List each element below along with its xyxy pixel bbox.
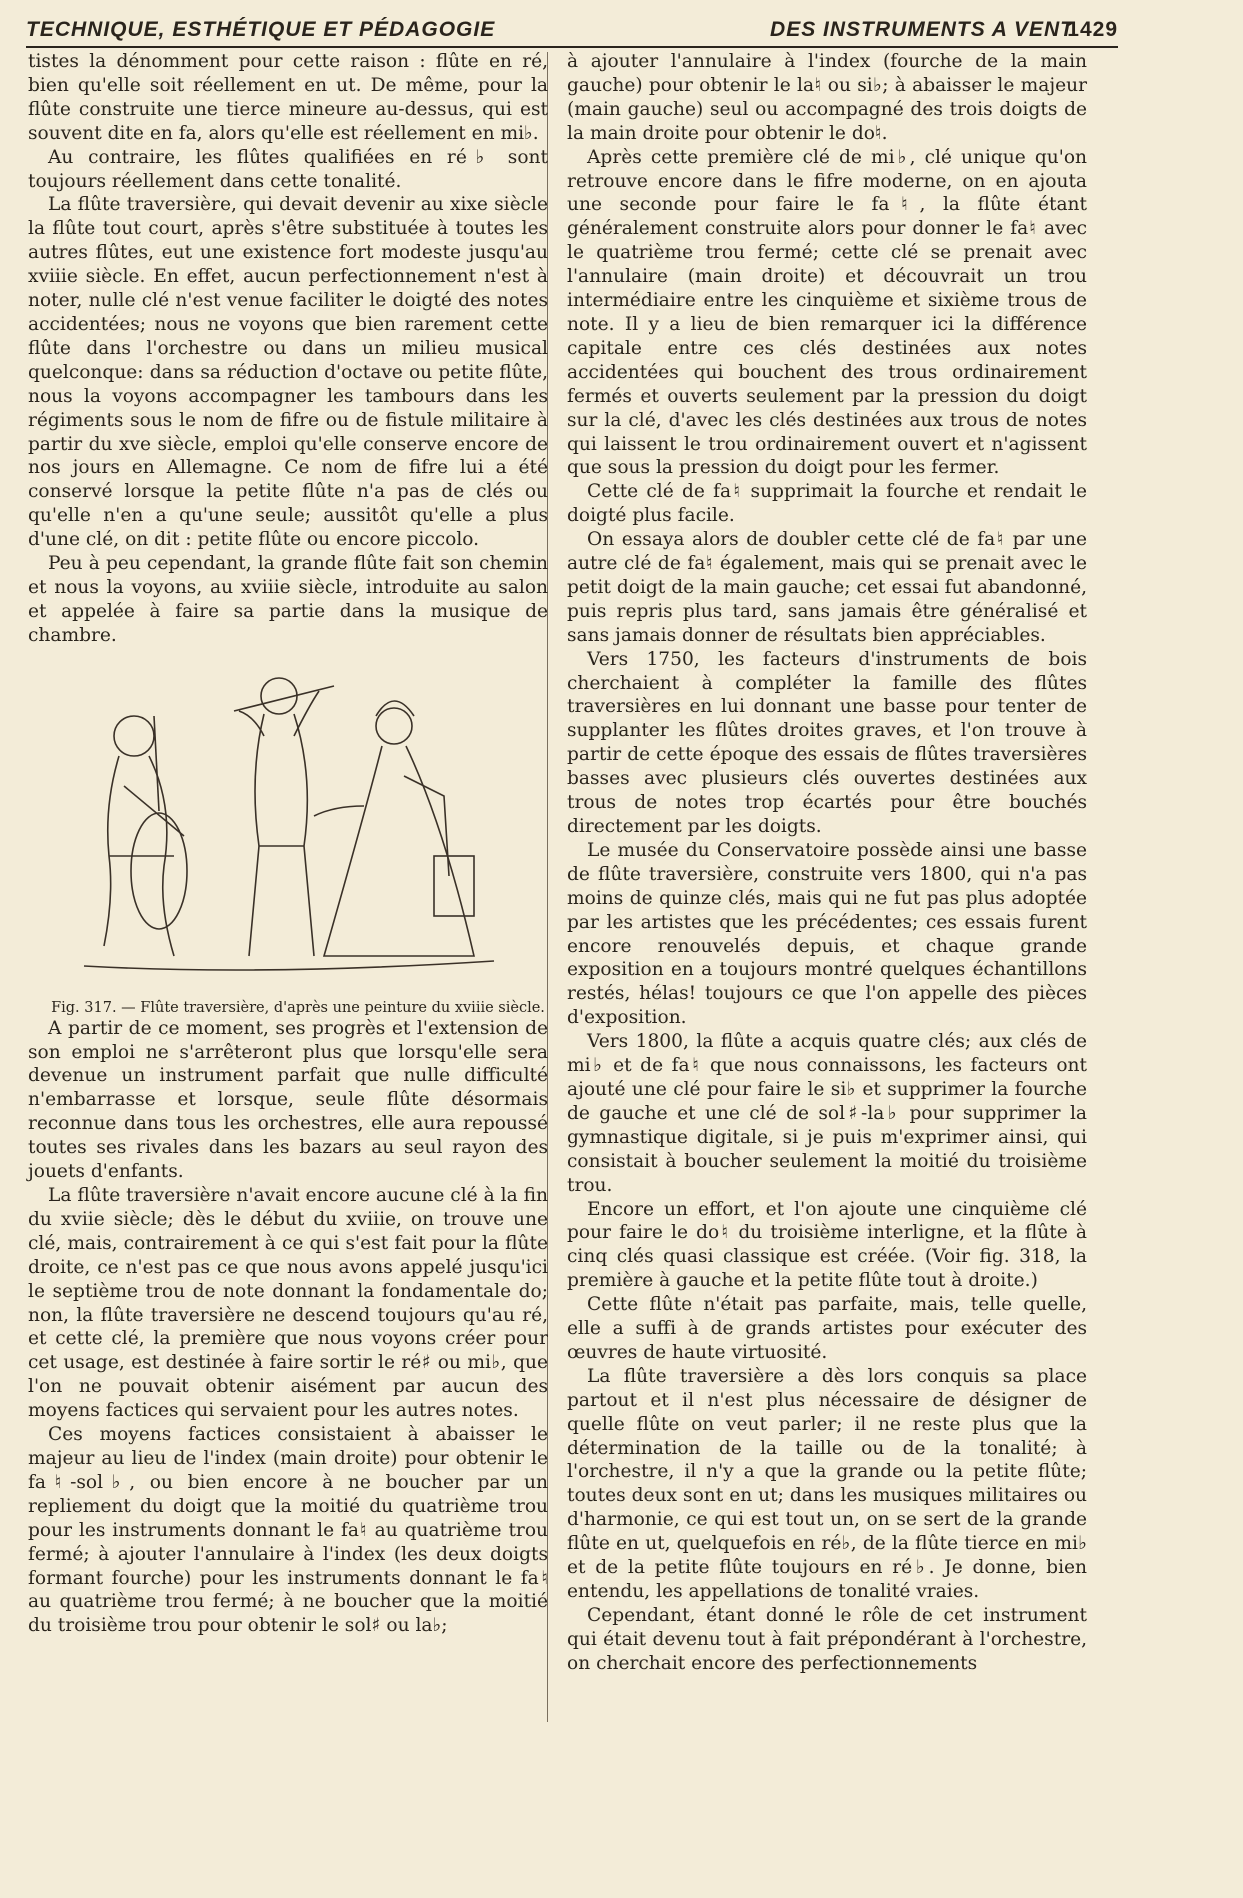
page-number: 1429 (1067, 18, 1118, 41)
paragraph: La flûte traversière a dès lors conquis sa place partout et il n'est plus nécessaire de désigner de quelle flûte on veut parler; il ne reste plus que la détermination de la taille ou de la tonalité; à l'orchestre, il n'y a que la grande ou la petite flûte; toutes deux sont en ut; dans les musiques militaires ou d'harmonie, ce qui est tout un, on se sert de la grande flûte en ut, quelquefois en ré♭, de la flûte tierce en mi♭ et de la petite flûte toujours en ré♭. Je donne, bien entendu, les appellations de tonalité vraies. (567, 1365, 1087, 1602)
figure-caption: Fig. 317. — Flûte traversière, d'après une peinture du xviiie siècle. (51, 999, 545, 1016)
paragraph: Cependant, étant donné le rôle de cet instrument qui était devenu tout à fait prépondérant à l'orchestre, on cherchait encore des perfectionnements (567, 1604, 1087, 1674)
header-right-title: DES INSTRUMENTS A VENT (770, 18, 1074, 41)
paragraph: Encore un effort, et l'on ajoute une cinquième clé pour faire le do♮ du troisième interligne, et la flûte à cinq clés quasi classique est créée. (Voir fig. 318, la première à gauche et la petite flûte tout à droite.) (567, 1198, 1087, 1292)
paragraph: tistes la dénomment pour cette raison : flûte en ré, bien qu'elle soit réellement en ut. De même, pour la flûte construite une tierce mineure au-dessus, qui est souvent dite en fa, alors qu'elle est réellement en mi♭. (28, 51, 548, 144)
right-column (567, 50, 1087, 1676)
paragraph: La flûte traversière, qui devait devenir au xixe siècle la flûte tout court, après s'être substituée à toutes les autres flûtes, eut une existence fort modeste jusqu'au xviiie siècle. En effet, aucun perfectionnement n'est à noter, nulle clé n'est venue faciliter le doigté des notes accidentées; nous ne voyons que bien rarement cette flûte dans l'orchestre ou dans un milieu musical quelconque: dans sa réduction d'octave ou petite flûte, nous la voyons accompagner les tambours dans les régiments sous le nom de fifre ou de fistule militaire à partir du xve siècle, emploi qu'elle conserve encore de nos jours en Allemagne. Ce nom de fifre lui a été conservé lorsque la petite flûte n'a pas de clés ou qu'elle n'en a qu'une seule; aussitôt qu'elle a plus d'une clé, on dit : petite flûte ou encore piccolo. (28, 194, 548, 551)
flute-players-engraving (64, 656, 514, 986)
paragraph: On essaya alors de doubler cette clé de fa♮ par une autre clé de fa♮ également, mais qui se prenait avec le petit doigt de la main gauche; cet essai fut abandonné, puis repris plus tard, sans jamais être généralisé et sans jamais donner de résultats bien appréciables. (567, 529, 1087, 646)
paragraph: Au contraire, les flûtes qualifiées en ré♭ sont toujours réellement dans cette tonalité. (28, 146, 548, 192)
paragraph: Vers 1750, les facteurs d'instruments de bois cherchaient à compléter la famille des flûtes traversières en lui donnant une basse pour tenter de supplanter les flûtes droites graves, et l'on trouve à partir de cette époque des essais de flûtes traversières basses avec plusieurs clés ouvertes destinées aux trous de notes trop écartés pour être bouchés directement par les doigts. (567, 648, 1087, 837)
figure-317-illustration (28, 656, 548, 996)
paragraph: Après cette première clé de mi♭, clé unique qu'on retrouve encore dans le fifre moderne, on en ajouta une seconde pour faire le fa♮, la flûte étant généralement construite alors pour donner le fa♮ avec le quatrième trou fermé; cette clé se prenait avec l'annulaire (main droite) et découvrait un trou intermédiaire entre les cinquième et sixième trous de note. Il y a lieu de bien remarquer ici la différence capitale entre ces clés destinées aux notes accidentées qui bouchent des trous ordinairement fermés et ouverts seulement par la pression du doigt sur la clé, d'avec les clés destinées aux trous de notes qui laissent le trou ordinairement ouvert et n'agissent que sous la pression du doigt pour les fermer. (567, 146, 1087, 479)
paragraph: Ces moyens factices consistaient à abaisser le majeur au lieu de l'index (main droite) pour obtenir le fa♮-sol♭, ou bien encore à ne boucher par un repliement du doigt que la moitié du quatrième trou pour les instruments donnant le fa♮ au quatrième trou fermé; à ajouter l'annulaire à l'index (les deux doigts formant fourche) pour les instruments donnant le fa♮ au quatrième trou fermé; à ne boucher que la moitié du troisième trou pour obtenir le sol♯ ou la♭; (28, 1424, 548, 1637)
left-column (28, 50, 548, 1638)
header-left-title: TECHNIQUE, ESTHÉTIQUE ET PÉDAGOGIE (26, 18, 496, 41)
paragraph: Peu à peu cependant, la grande flûte fait son chemin et nous la voyons, au xviiie siècle, introduite au salon et appelée à faire sa partie dans la musique de chambre. (28, 553, 548, 646)
paragraph: Vers 1800, la flûte a acquis quatre clés; aux clés de mi♭ et de fa♮ que nous connaissons, les facteurs ont ajouté une clé pour faire le si♭ et supprimer la fourche de gauche et une clé de sol♯-la♭ pour supprimer la gymnastique digitale, si je puis m'exprimer ainsi, qui consistait à boucher seulement la moitié du troisième trou. (567, 1031, 1087, 1196)
paragraph: Le musée du Conservatoire possède ainsi une basse de flûte traversière, construite vers 1800, qui n'a pas moins de quinze clés, mais qui ne fut pas plus adoptée par les artistes que les précédentes; ces essais furent encore renouvelés depuis, et chaque grande exposition en a toujours montré quelques échantillons restés, hélas! toujours ce que l'on appelle des pièces d'exposition. (567, 839, 1087, 1029)
paragraph: La flûte traversière n'avait encore aucune clé à la fin du xviie siècle; dès le début du xviiie, on trouve une clé, mais, contrairement à ce qui s'est fait pour la flûte droite, ce n'est pas ce que nous avons appelé jusqu'ici le septième trou de note donnant la fondamentale do; non, la flûte traversière ne descend toujours qu'au ré, et cette clé, la première que nous voyons créer pour cet usage, est destinée à faire sortir le ré♯ ou mi♭, que l'on ne pouvait obtenir aisément par aucun des moyens factices qui servaient pour les autres notes. (28, 1185, 548, 1422)
paragraph: à ajouter l'annulaire à l'index (fourche de la main gauche) pour obtenir le la♮ ou si♭; à abaisser le majeur (main gauche) seul ou accompagné des trois doigts de la main droite pour obtenir le do♮. (567, 51, 1087, 144)
running-header (26, 14, 1118, 48)
paragraph: Cette clé de fa♮ supprimait la fourche et rendait le doigté plus facile. (567, 481, 1087, 527)
paragraph: Cette flûte n'était pas parfaite, mais, telle quelle, elle a suffi à de grands artistes pour exécuter des œuvres de haute virtuosité. (567, 1294, 1087, 1363)
paragraph: A partir de ce moment, ses progrès et l'extension de son emploi ne s'arrêteront plus que lorsqu'elle sera devenue un instrument parfait que nulle difficulté n'embarrasse et lorsque, seule flûte désormais reconnue dans tous les orchestres, elle aura repoussé toutes ses rivales dans les bazars au seul rayon des jouets d'enfants. (28, 1017, 548, 1183)
